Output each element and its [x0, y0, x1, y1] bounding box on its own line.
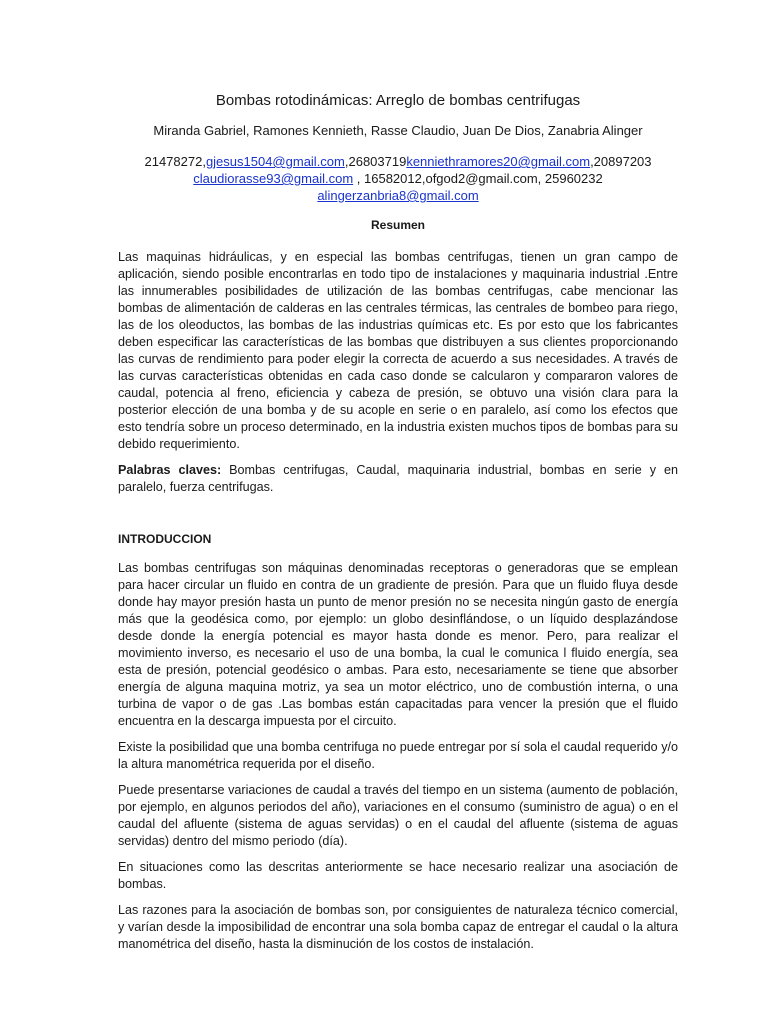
- abstract-heading: Resumen: [370, 218, 426, 232]
- keywords-text: Bombas centrifugas, Caudal, maquinaria industrial, bombas en serie y en paralelo, fuerza centrifugas.: [118, 463, 678, 494]
- intro-paragraph: Las razones para la asociación de bombas son, por consiguientes de naturaleza técnico comercial, y varían desde la imposibilidad de encontrar una sola bomba capaz de entregar el caudal o la altura manométrica del diseño, hasta la disminución de los costos de instalación.: [118, 903, 678, 951]
- author-contacts: [118, 153, 678, 204]
- contact-id: 21478272,: [144, 154, 206, 169]
- intro-paragraph: En situaciones como las descritas anteriormente se hace necesario realizar una asociación de bombas.: [118, 860, 678, 891]
- intro-paragraph: Puede presentarse variaciones de caudal a través del tiempo en un sistema (aumento de población, por ejemplo, en algunos periodos del año), variaciones en el consumo (suministro de agua) o en el caudal del afluente (sistema de aguas servidas) o en el caudal del afluente (sistema de aguas servidas) dentro del mismo periodo (día).: [118, 783, 678, 848]
- contact-id: ,20897203: [590, 154, 652, 169]
- paper-title: Bombas rotodinámicas: Arreglo de bombas centrifugas: [215, 92, 581, 109]
- keywords-paragraph: [118, 462, 678, 496]
- contact-text: , 16582012,ofgod2@gmail.com, 25960232: [353, 171, 603, 186]
- paper-content: [118, 92, 678, 962]
- email-link[interactable]: claudiorasse93@gmail.com: [193, 171, 354, 186]
- email-link[interactable]: gjesus1504@gmail.com: [205, 154, 345, 169]
- intro-paragraph: Existe la posibilidad que una bomba centrifuga no puede entregar por sí sola el caudal requerido y/o la altura manométrica requerida por el diseño.: [118, 740, 678, 771]
- abstract-text: Las maquinas hidráulicas, y en especial las bombas centrifugas, tienen un gran campo de aplicación, siendo posible encontrarlas en todo tipo de instalaciones y maquinaria industrial .Entre las innumerables posibilidades de utilización de las bombas centrifugas, cabe mencionar las bombas de alimentación de calderas en las centrales térmicas, las centrales de bombeo para riego, las de los oleoductos, las bombas de las industrias químicas etc. Es por esto que los fabricantes deben especificar las características de las bombas que distribuyen a sus clientes proporcionando las curvas de rendimiento para poder elegir la correcta de acuerdo a sus necesidades. A través de las curvas características obtenidas en cada caso donde se calcularon y compararon valores de caudal, potencia al freno, eficiencia y cabeza de presión, se obtuvo una visión clara para la posterior elección de una bomba y de su acople en serie o en paralelo, así como los efectos que esto tendría sobre un proceso determinado, en la industria existen muchos tipos de bombas para su debido requerimiento.: [118, 250, 678, 451]
- email-link[interactable]: alingerzanbria8@gmail.com: [317, 188, 479, 203]
- intro-paragraph: Las bombas centrifugas son máquinas denominadas receptoras o generadoras que se emplean para hacer circular un fluido en contra de un gradiente de presión. Para que un fluido fluya desde donde hay mayor presión hasta un punto de menor presión no se necesita ningún gasto de energía más que la geodésica como, por ejemplo: un globo desinflándose, o un líquido desplazándose desde donde la energía potencial es mayor hasta donde es menor. Pero, para realizar el movimiento inverso, es necesario el uso de una bomba, la cual le comunica l fluido energía, sea esta de presión, potencial geodésico o ambas. Para esto, necesariamente se tiene que absorber energía de alguna maquina motriz, ya sea un motor eléctrico, uno de combustión interna, o una turbina de vapor o de gas .Las bombas están capacitadas para vencer la presión que el fluido encuentra en la descarga impuesta por el circuito.: [118, 561, 678, 728]
- contact-id: ,26803719: [344, 154, 407, 169]
- keywords-label: Palabras claves:: [118, 463, 222, 477]
- author-list: Miranda Gabriel, Ramones Kennieth, Rasse Claudio, Juan De Dios, Zanabria Alinger: [153, 123, 643, 138]
- introduction-heading: INTRODUCCION: [118, 532, 212, 546]
- email-link[interactable]: kenniethramores20@gmail.com: [406, 154, 591, 169]
